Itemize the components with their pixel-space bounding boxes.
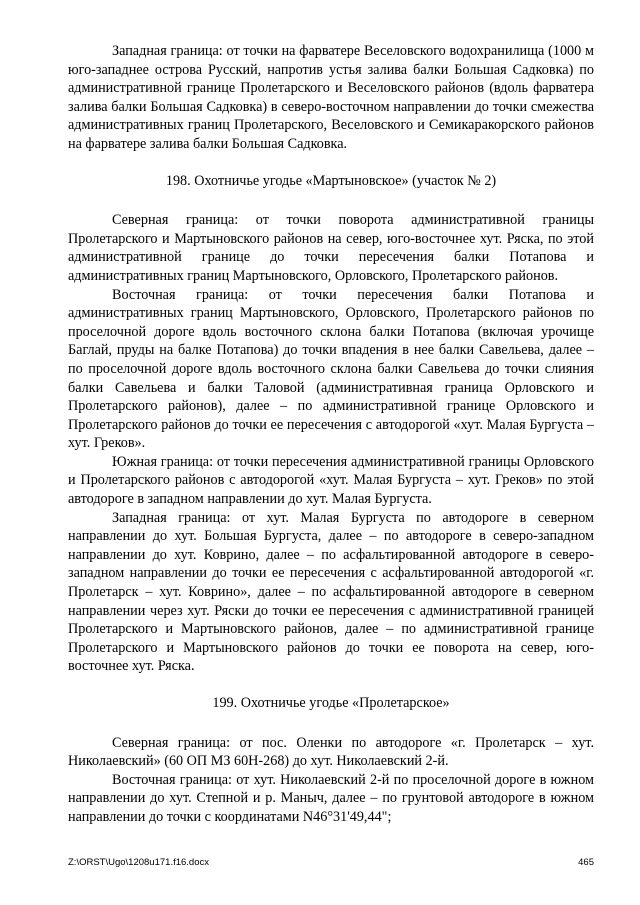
paragraph-east-border-198: Восточная граница: от точки пересечения балки Потапова и административных границ Мартыновского, Орловского, Пролетарского районов по проселочной дороге вдоль восточного склона балки Потапова (включая урочище Баглай, пруды на балке Потапова) до точки впадения в нее балки Савельева, далее – по проселочной дороге вдоль восточного склона балки Савельева до точки слияния балки Савельева и балки Таловой (административная граница Орловского и Пролетарского районов), далее – по административной границе Орловского и Пролетарского районов до точки ее пересечения с автодорогой «хут. Малая Бургуста – хут. Греков». — [68, 286, 594, 452]
spacer — [68, 676, 594, 694]
document-body — [68, 42, 594, 827]
paragraph-east-border-199: Восточная граница: от хут. Николаевский 2-й по проселочной дороге в южном направлении до хут. Степной и р. Маныч, далее – по грунтовой автодороге в южном направлении до точки с координатами N46°31'49,44"; — [68, 771, 594, 825]
paragraph-west-border-198: Западная граница: от хут. Малая Бургуста по автодороге в северном направлении до хут. Большая Бургуста, далее – по автодороге в северо-западном направлении до хут. Коврино, далее – по асфальтированной автодороге в северо-западном направлении до точки ее пересечения с асфальтированной автодорогой «г. Пролетарск – хут. Коврино», далее – по асфальтированной автодороге в северном направлении через хут. Ряски до точки ее пересечения с административной границей Пролетарского и Мартыновского районов, далее – по административной границе Пролетарского и Мартыновского районов до точки ее поворота на север, юго-восточнее хут. Ряска. — [68, 509, 594, 675]
spacer — [68, 713, 594, 734]
paragraph-north-border-199: Северная граница: от пос. Оленки по автодороге «г. Пролетарск – хут. Николаевский» (60 ОП МЗ 60Н-268) до хут. Николаевский 2-й. — [68, 734, 594, 770]
paragraph-west-border-intro: Западная граница: от точки на фарватере Веселовского водохранилища (1000 м юго-западнее острова Русский, напротив устья залива балки Большая Садковка) по административной границе Пролетарского и Веселовского районов (вдоль фарватера залива балки Большая Садковка) в северо-восточном направлении до точки смежества административных границ Пролетарского, Веселовского и Семикаракорского районов на фарватере залива балки Большая Садковка. — [68, 43, 594, 152]
spacer — [68, 154, 594, 172]
spacer — [68, 190, 594, 211]
footer-file-path: Z:\ORST\Ugo\1208u171.f16.docx — [68, 857, 209, 868]
paragraph-south-border-198: Южная граница: от точки пересечения административной границы Орловского и Пролетарского районов с автодорогой «хут. Малая Бургуста – хут. Греков» по этой автодороге в западном направлении до хут. Малая Бургуста. — [68, 453, 594, 508]
paragraph-north-border-198: Северная граница: от точки поворота административной границы Пролетарского и Мартыновского районов на север, юго-восточнее хут. Ряска, по этой административной границе до точки пересечения балки Потапова и административных границ Мартыновского, Орловского, Пролетарского районов. — [68, 212, 594, 284]
footer-page-number: 465 — [578, 857, 594, 868]
section-heading-199: 199. Охотничье угодье «Пролетарское» — [212, 695, 450, 711]
section-heading-198: 198. Охотничье угодье «Мартыновское» (участок № 2) — [165, 172, 497, 189]
